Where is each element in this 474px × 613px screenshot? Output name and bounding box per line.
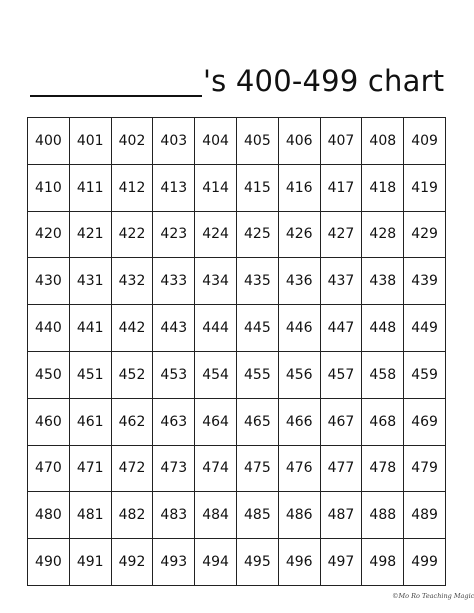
chart-cell: 452 (111, 351, 153, 398)
chart-cell: 475 (236, 445, 278, 492)
chart-cell: 467 (320, 398, 362, 445)
name-blank-line (30, 95, 202, 97)
chart-cell: 411 (69, 164, 111, 211)
chart-cell: 487 (320, 492, 362, 539)
chart-cell: 433 (153, 258, 195, 305)
chart-cell: 416 (278, 164, 320, 211)
chart-row (28, 445, 446, 492)
chart-cell: 492 (111, 539, 153, 586)
chart-cell: 479 (404, 445, 446, 492)
chart-row (28, 258, 446, 305)
chart-cell: 423 (153, 211, 195, 258)
chart-cell: 427 (320, 211, 362, 258)
chart-cell: 425 (236, 211, 278, 258)
chart-cell: 428 (362, 211, 404, 258)
chart-cell: 438 (362, 258, 404, 305)
chart-cell: 409 (404, 118, 446, 165)
chart-cell: 489 (404, 492, 446, 539)
chart-cell: 485 (236, 492, 278, 539)
chart-cell: 412 (111, 164, 153, 211)
chart-cell: 477 (320, 445, 362, 492)
chart-cell: 447 (320, 305, 362, 352)
chart-cell: 457 (320, 351, 362, 398)
chart-cell: 462 (111, 398, 153, 445)
chart-cell: 463 (153, 398, 195, 445)
chart-cell: 470 (28, 445, 70, 492)
chart-cell: 449 (404, 305, 446, 352)
chart-row (28, 492, 446, 539)
chart-cell: 495 (236, 539, 278, 586)
chart-row (28, 164, 446, 211)
chart-cell: 497 (320, 539, 362, 586)
chart-cell: 400 (28, 118, 70, 165)
chart-cell: 451 (69, 351, 111, 398)
chart-cell: 410 (28, 164, 70, 211)
chart-cell: 445 (236, 305, 278, 352)
number-chart-grid (27, 117, 446, 586)
chart-cell: 406 (278, 118, 320, 165)
chart-row (28, 305, 446, 352)
chart-cell: 486 (278, 492, 320, 539)
chart-cell: 458 (362, 351, 404, 398)
chart-cell: 404 (195, 118, 237, 165)
chart-cell: 401 (69, 118, 111, 165)
page-title: 's 400-499 chart (203, 64, 445, 98)
chart-cell: 420 (28, 211, 70, 258)
chart-cell: 455 (236, 351, 278, 398)
chart-cell: 405 (236, 118, 278, 165)
chart-cell: 407 (320, 118, 362, 165)
chart-cell: 417 (320, 164, 362, 211)
chart-cell: 472 (111, 445, 153, 492)
chart-cell: 443 (153, 305, 195, 352)
chart-cell: 469 (404, 398, 446, 445)
chart-cell: 466 (278, 398, 320, 445)
chart-cell: 454 (195, 351, 237, 398)
chart-cell: 488 (362, 492, 404, 539)
chart-cell: 465 (236, 398, 278, 445)
chart-cell: 430 (28, 258, 70, 305)
chart-cell: 496 (278, 539, 320, 586)
chart-cell: 450 (28, 351, 70, 398)
chart-cell: 453 (153, 351, 195, 398)
chart-cell: 461 (69, 398, 111, 445)
chart-cell: 418 (362, 164, 404, 211)
chart-cell: 415 (236, 164, 278, 211)
chart-row (28, 211, 446, 258)
chart-cell: 421 (69, 211, 111, 258)
chart-cell: 484 (195, 492, 237, 539)
chart-cell: 419 (404, 164, 446, 211)
chart-cell: 456 (278, 351, 320, 398)
chart-cell: 476 (278, 445, 320, 492)
chart-cell: 441 (69, 305, 111, 352)
number-chart-body (28, 118, 446, 586)
chart-cell: 473 (153, 445, 195, 492)
chart-row (28, 539, 446, 586)
chart-cell: 408 (362, 118, 404, 165)
chart-cell: 442 (111, 305, 153, 352)
chart-cell: 490 (28, 539, 70, 586)
chart-cell: 499 (404, 539, 446, 586)
chart-cell: 424 (195, 211, 237, 258)
chart-cell: 464 (195, 398, 237, 445)
chart-cell: 482 (111, 492, 153, 539)
chart-cell: 431 (69, 258, 111, 305)
chart-cell: 468 (362, 398, 404, 445)
chart-cell: 439 (404, 258, 446, 305)
chart-cell: 440 (28, 305, 70, 352)
chart-cell: 402 (111, 118, 153, 165)
chart-cell: 478 (362, 445, 404, 492)
credit-text: ©Mo Ro Teaching Magic (392, 592, 474, 600)
chart-cell: 494 (195, 539, 237, 586)
chart-cell: 414 (195, 164, 237, 211)
chart-cell: 422 (111, 211, 153, 258)
chart-cell: 429 (404, 211, 446, 258)
chart-cell: 474 (195, 445, 237, 492)
chart-cell: 459 (404, 351, 446, 398)
chart-cell: 471 (69, 445, 111, 492)
chart-cell: 491 (69, 539, 111, 586)
chart-cell: 437 (320, 258, 362, 305)
chart-row (28, 118, 446, 165)
chart-cell: 403 (153, 118, 195, 165)
chart-cell: 483 (153, 492, 195, 539)
chart-row (28, 351, 446, 398)
chart-cell: 498 (362, 539, 404, 586)
chart-cell: 434 (195, 258, 237, 305)
title-row (0, 62, 474, 108)
chart-cell: 480 (28, 492, 70, 539)
chart-cell: 481 (69, 492, 111, 539)
chart-row (28, 398, 446, 445)
chart-cell: 444 (195, 305, 237, 352)
chart-cell: 426 (278, 211, 320, 258)
chart-cell: 493 (153, 539, 195, 586)
chart-cell: 460 (28, 398, 70, 445)
chart-cell: 446 (278, 305, 320, 352)
chart-cell: 448 (362, 305, 404, 352)
chart-cell: 413 (153, 164, 195, 211)
chart-cell: 432 (111, 258, 153, 305)
chart-cell: 435 (236, 258, 278, 305)
chart-cell: 436 (278, 258, 320, 305)
